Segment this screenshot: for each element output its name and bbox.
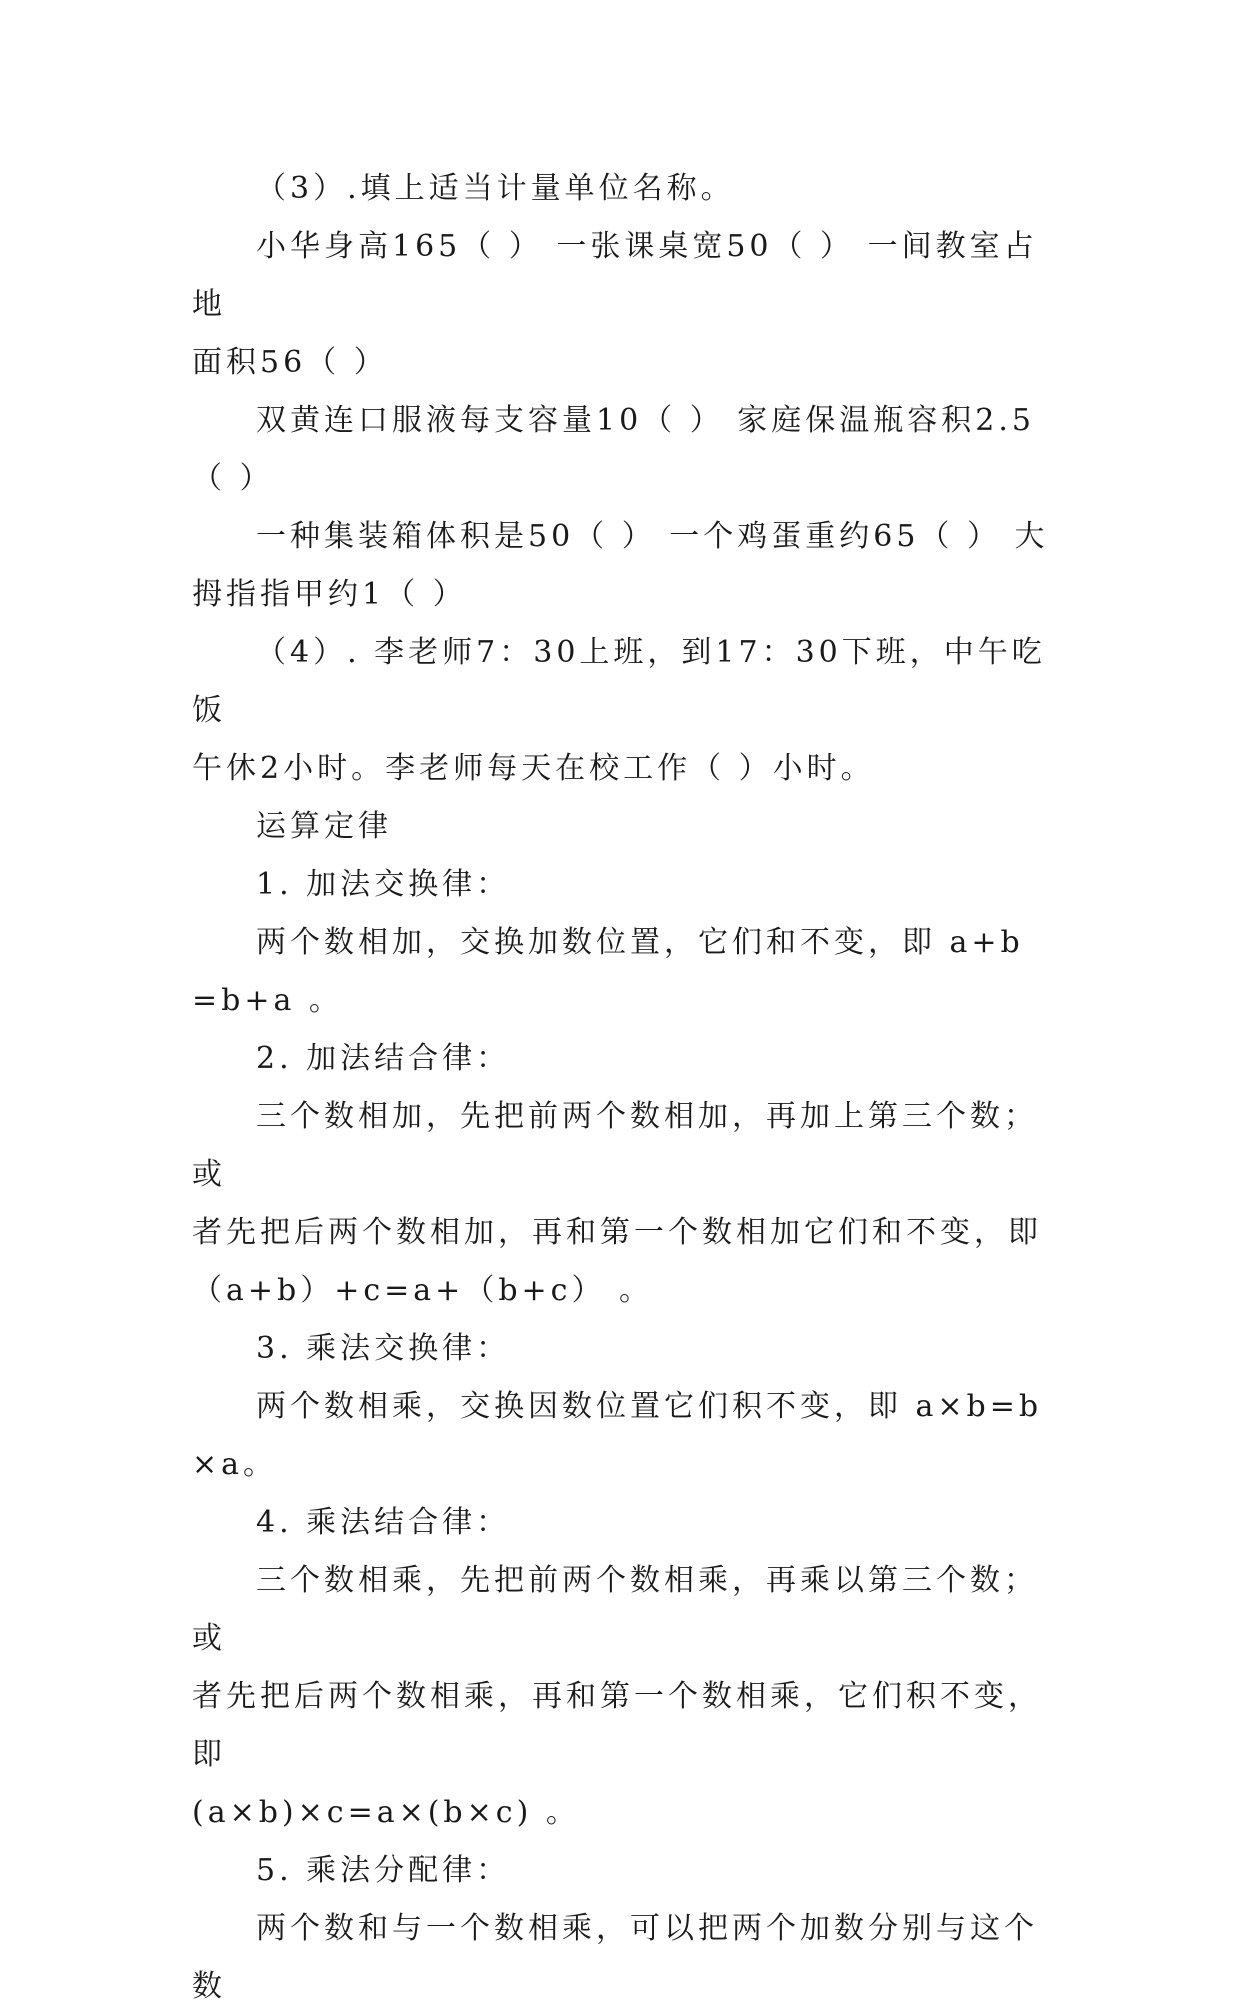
text-line: 两个数相加，交换加数位置，它们和不变，即 a+b=b+a 。 xyxy=(192,925,1024,1018)
text-line: 者先把后两个数相加，再和第一个数相加它们和不变，即 xyxy=(192,1215,1042,1250)
law-heading: 5. 乘法分配律： xyxy=(256,1853,511,1888)
formula-line: (a×b)×c=a×(b×c) 。 xyxy=(192,1795,580,1830)
text-line: 双黄连口服液每支容量10（ ） 家庭保温瓶容积2.5 xyxy=(256,403,1035,438)
text-line: 面积56（ ） xyxy=(192,345,388,380)
formula-line: （a+b）+c=a+（b+c） 。 xyxy=(192,1273,654,1308)
law-heading: 4. 乘法结合律： xyxy=(256,1505,511,1540)
law-heading: 3. 乘法交换律： xyxy=(256,1331,511,1366)
text-line: 两个数和与一个数相乘，可以把两个加数分别与这个数 xyxy=(192,1911,1038,2004)
text-line: 三个数相乘，先把前两个数相乘，再乘以第三个数；或 xyxy=(192,1563,1038,1656)
law-heading: 1. 加法交换律： xyxy=(256,867,511,902)
text-line: 小华身高165（ ） 一张课桌宽50（ ） 一间教室占地 xyxy=(192,229,1038,322)
document-page xyxy=(192,160,1052,2016)
text-line: 午休2小时。李老师每天在校工作（ ）小时。 xyxy=(192,751,875,786)
text-line: （4）. 李老师7：30上班，到17：30下班，中午吃饭 xyxy=(192,635,1046,728)
text-line: 者先把后两个数相乘，再和第一个数相乘，它们积不变，即 xyxy=(192,1679,1042,1772)
law-heading: 2. 加法结合律： xyxy=(256,1041,511,1076)
text-line: （ ） xyxy=(192,461,274,496)
text-line: 三个数相加，先把前两个数相加，再加上第三个数；或 xyxy=(192,1099,1038,1192)
text-line: （3）.填上适当计量单位名称。 xyxy=(256,171,735,206)
text-line: 两个数相乘，交换因数位置它们积不变，即 a×b=b×a。 xyxy=(192,1389,1043,1482)
text-line: 一种集装箱体积是50（ ） 一个鸡蛋重约65（ ） 大 xyxy=(256,519,1049,554)
text-line: 拇指指甲约1（ ） xyxy=(192,577,467,612)
section-heading: 运算定律 xyxy=(256,809,392,844)
